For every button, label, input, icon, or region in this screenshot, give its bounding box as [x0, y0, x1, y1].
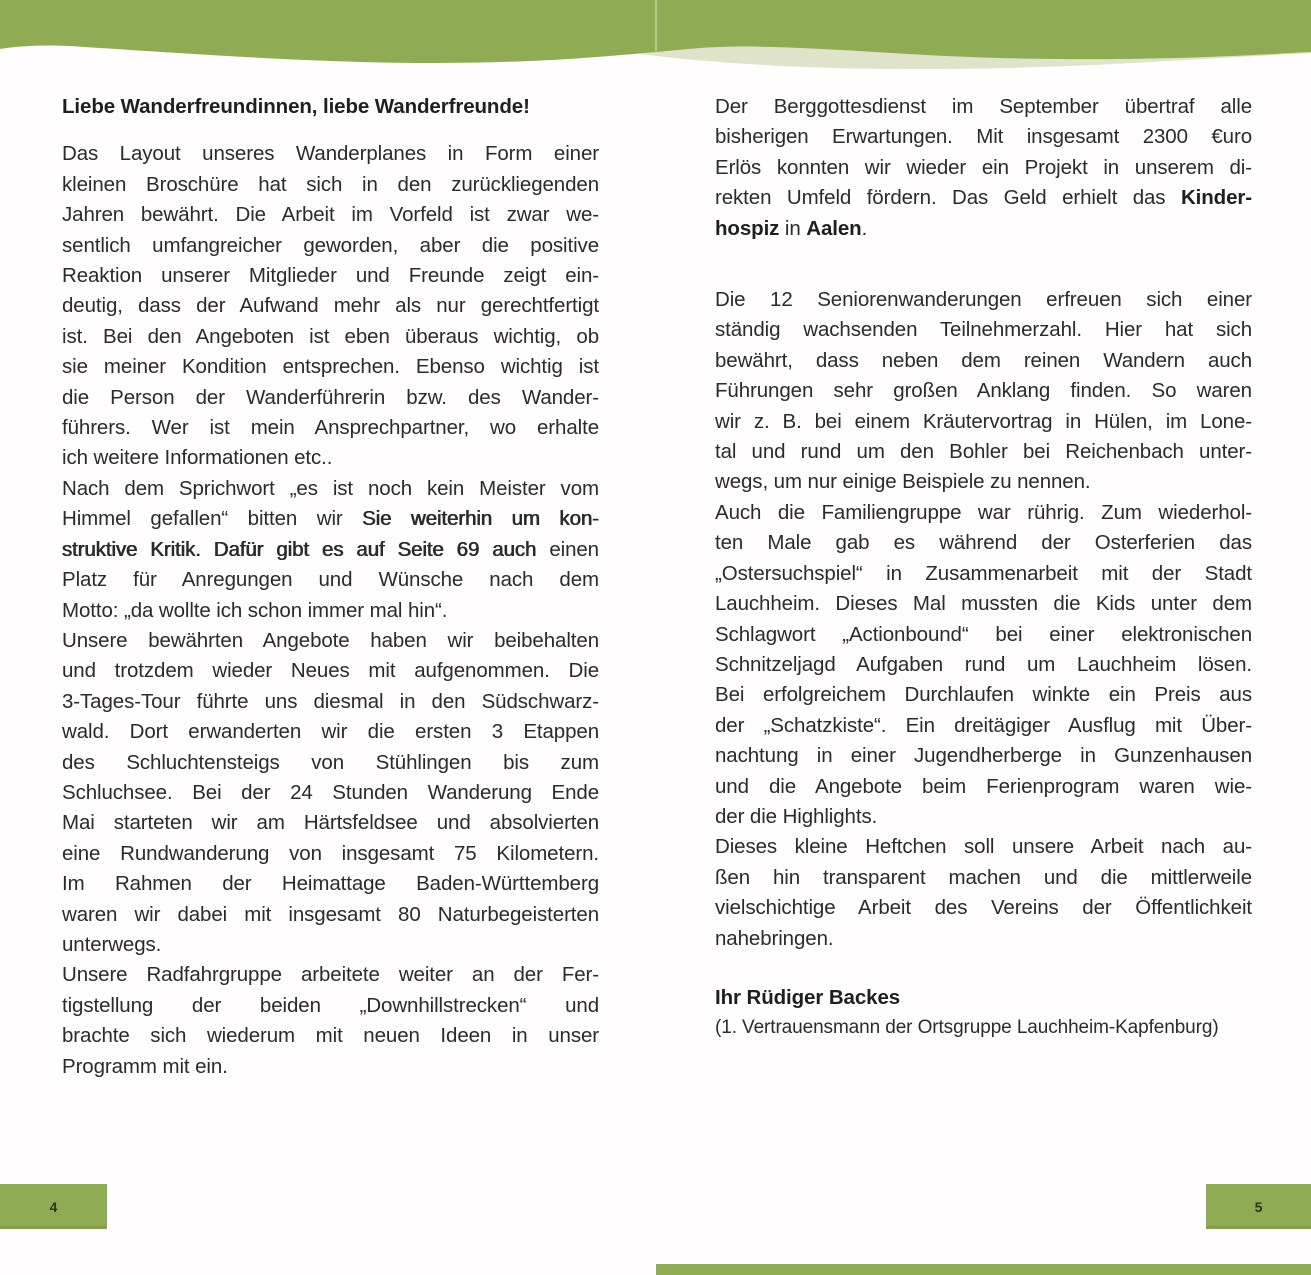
text-line: kleinen Broschüre hat sich in den zurückliegenden — [62, 172, 599, 196]
text-line: nachtung in einer Jugendherberge in Gunzenhausen — [715, 744, 1252, 768]
text-line: tigstellung der beiden „Downhillstrecken“ und — [62, 993, 599, 1017]
text-line: Motto: „da wollte ich schon immer mal hin“. — [62, 598, 448, 622]
page-title: Liebe Wanderfreundinnen, liebe Wanderfreunde! — [62, 95, 530, 118]
text-line: Dieses kleine Heftchen soll unsere Arbeit nach au- — [715, 835, 1252, 859]
text-line: sentlich umfangreicher geworden, aber die positive — [62, 233, 599, 257]
text-line: rekten Umfeld fördern. Das Geld erhielt das Kinder- — [715, 186, 1252, 210]
text-line: und die Angebote beim Ferienprogram waren wie- — [715, 774, 1252, 798]
text-line: Unsere Radfahrgruppe arbeitete weiter an der Fer- — [62, 963, 599, 987]
paragraph — [62, 626, 599, 960]
text-line: sie meiner Kondition entsprechen. Ebenso wichtig ist — [62, 355, 599, 379]
text-line: wir z. B. bei einem Kräutervortrag in Hülen, im Lone- — [715, 409, 1252, 433]
text-line: Himmel gefallen“ bitten wir Sie weiterhin um kon- — [62, 507, 599, 531]
text-line: die Person der Wanderführerin bzw. des Wander- — [62, 385, 599, 409]
text-line: Die 12 Seniorenwanderungen erfreuen sich einer — [715, 288, 1252, 312]
text-line: wald. Dort erwanderten wir die ersten 3 Etappen — [62, 720, 599, 744]
text-line: Lauchheim. Dieses Mal mussten die Kids unter dem — [715, 592, 1252, 616]
text-line: ßen hin transparent machen und die mittlerweile — [715, 865, 1252, 889]
text-line: Der Berggottesdienst im September übertraf alle — [715, 95, 1252, 118]
text-line: Unsere bewährten Angebote haben wir beibehalten — [62, 628, 599, 652]
bottom-green-bar — [656, 1264, 1311, 1275]
paragraph — [715, 285, 1252, 498]
text-line: führers. Wer ist mein Ansprechpartner, wo erhalte — [62, 416, 599, 440]
page-number-tab-left — [0, 1184, 107, 1229]
page-number-tab-right — [1206, 1184, 1311, 1229]
text-line: Das Layout unseres Wanderplanes in Form einer — [62, 142, 599, 166]
text-line: Programm mit ein. — [62, 1054, 228, 1078]
text-line: tal und rund um den Bohler bei Reichenbach unter- — [715, 440, 1252, 464]
paragraph — [715, 832, 1252, 954]
text-line: ist. Bei den Angeboten ist eben überaus wichtig, ob — [62, 324, 599, 348]
text-line: deutig, dass der Aufwand mehr als nur gerechtfertigt — [62, 294, 599, 318]
text-line: struktive Kritik. Dafür gibt es auf Seite 69 auch einen — [62, 537, 599, 561]
text-line: bisherigen Erwartungen. Mit insgesamt 2300 €uro — [715, 125, 1252, 149]
text-line: Bei erfolgreichem Durchlaufen winkte ein Preis aus — [715, 683, 1252, 707]
text-line: Nach dem Sprichwort „es ist noch kein Meister vom — [62, 476, 599, 500]
text-line: des Schluchtensteigs von Stühlingen bis zum — [62, 750, 599, 774]
text-line: Reaktion unserer Mitglieder und Freunde zeigt ein- — [62, 264, 599, 288]
text-line: Platz für Anregungen und Wünsche nach dem — [62, 568, 599, 592]
text-line: der „Schatzkiste“. Ein dreitägiger Ausflug mit Über- — [715, 713, 1252, 737]
page-right — [715, 92, 1252, 1042]
text-line: ten Male gab es während der Osterferien das — [715, 531, 1252, 555]
paragraph — [62, 960, 599, 1082]
text-line: ich weitere Informationen etc.. — [62, 446, 333, 470]
text-line: hospiz in Aalen. — [715, 216, 868, 240]
text-line: waren wir dabei mit insgesamt 80 Naturbegeisterten — [62, 902, 599, 926]
text-line: Im Rahmen der Heimattage Baden-Württemberg — [62, 872, 599, 896]
text-line: Schnitzeljagd Aufgaben rund um Lauchheim lösen. — [715, 652, 1252, 676]
text-line: brachte sich wiederum mit neuen Ideen in unser — [62, 1024, 599, 1048]
text-line: und trotzdem wieder Neues mit aufgenommen. Die — [62, 659, 599, 683]
text-line: ständig wachsenden Teilnehmerzahl. Hier hat sich — [715, 318, 1252, 342]
text-line: wegs, um nur einige Beispiele zu nennen. — [715, 470, 1091, 494]
page-number: 4 — [49, 1198, 58, 1215]
text-line: vielschichtige Arbeit des Vereins der Öffentlichkeit — [715, 896, 1252, 920]
page-number: 5 — [1254, 1198, 1263, 1215]
paragraph — [715, 498, 1252, 832]
text-line: unterwegs. — [62, 932, 162, 956]
text-line: Schlagwort „Actionbound“ bei einer elektronischen — [715, 622, 1252, 646]
text-line: der die Highlights. — [715, 804, 878, 828]
paragraph — [62, 474, 599, 626]
text-line: bewährt, dass neben dem reinen Wandern auch — [715, 348, 1252, 372]
text-line: eine Rundwanderung von insgesamt 75 Kilometern. — [62, 841, 599, 865]
text-line: 3-Tages-Tour führte uns diesmal in den Südschwarz- — [62, 689, 599, 713]
signature: Ihr Rüdiger Backes — [715, 985, 901, 1009]
paragraph — [62, 139, 599, 473]
signature-note: (1. Vertrauensmann der Ortsgruppe Lauchheim-Kapfenburg) — [715, 1017, 1219, 1039]
text-line: Auch die Familiengruppe war rührig. Zum wiederhol- — [715, 500, 1252, 524]
page-gutter-line — [655, 0, 657, 51]
text-line: nahebringen. — [715, 926, 834, 950]
text-line: Schluchsee. Bei der 24 Stunden Wanderung Ende — [62, 780, 599, 804]
text-line: „Ostersuchspiel“ in Zusammenarbeit mit der Stadt — [715, 561, 1252, 585]
text-line: Jahren bewährt. Die Arbeit im Vorfeld ist zwar we- — [62, 203, 599, 227]
paragraph — [715, 92, 1252, 244]
header-wave — [0, 0, 1311, 80]
text-line: Erlös konnten wir wieder ein Projekt in unserem di- — [715, 155, 1252, 179]
text-line: Führungen sehr großen Anklang finden. So waren — [715, 379, 1252, 403]
page-left — [62, 92, 599, 1082]
text-line: Mai starteten wir am Härtsfeldsee und absolvierten — [62, 811, 599, 835]
